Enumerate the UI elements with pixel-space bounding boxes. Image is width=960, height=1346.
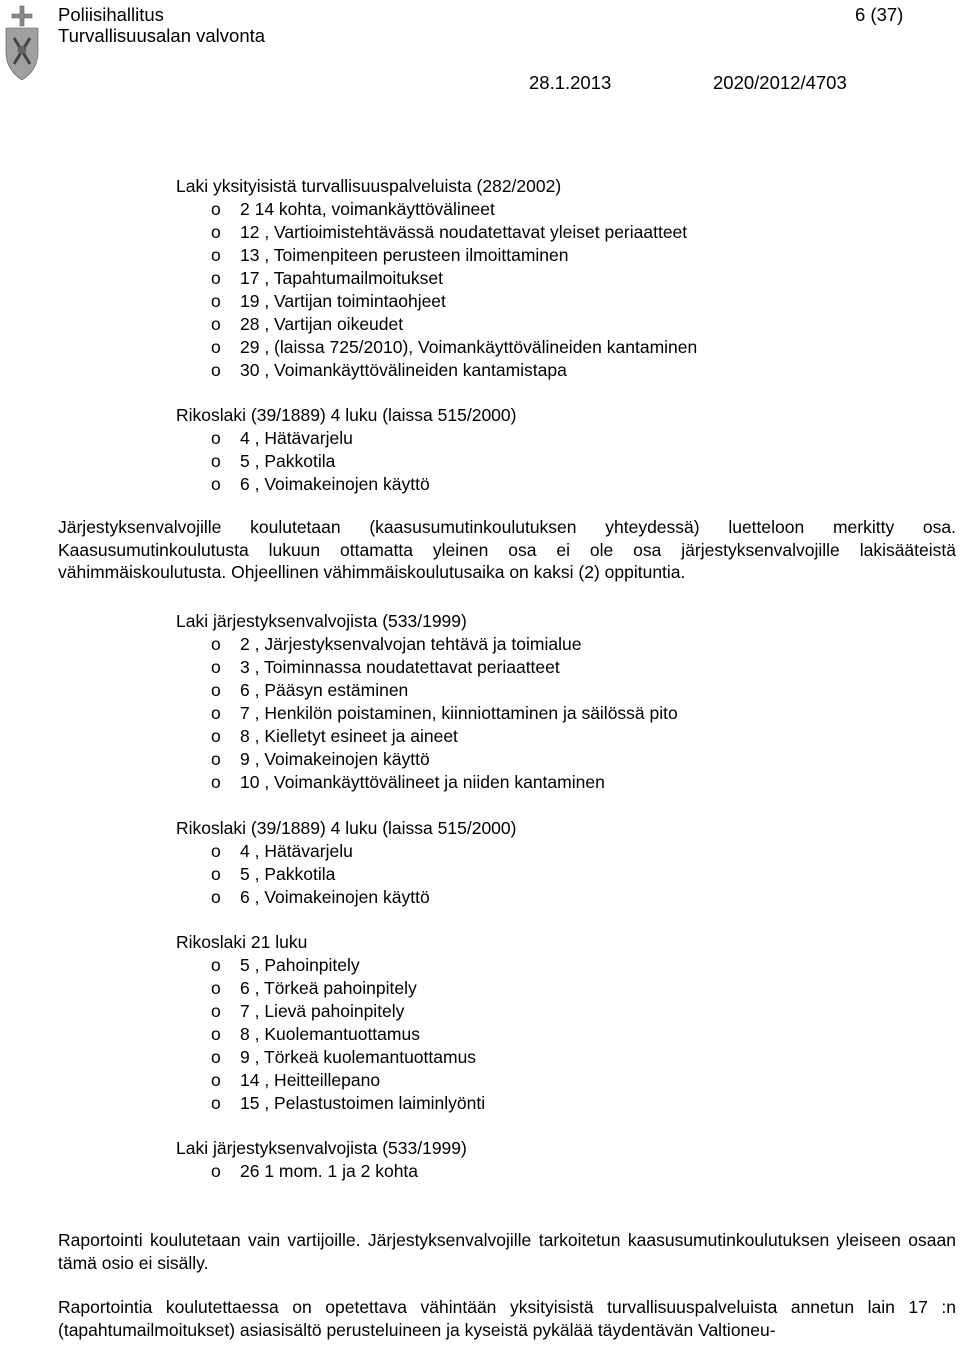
law-section bbox=[176, 817, 876, 909]
bullet-icon: o bbox=[211, 451, 221, 471]
bullet-icon: o bbox=[211, 245, 221, 265]
bullet-icon: o bbox=[211, 314, 221, 334]
list-item-text: 6 , Voimakeinojen käyttö bbox=[240, 887, 430, 907]
list-item-text: 3 , Toiminnassa noudatettavat periaatteet bbox=[240, 657, 560, 677]
list-item bbox=[176, 1000, 876, 1023]
list-item bbox=[176, 1046, 876, 1069]
list-item bbox=[176, 473, 876, 496]
list-item bbox=[176, 748, 876, 771]
list-item-text: 2 14 kohta, voimankäyttövälineet bbox=[240, 199, 495, 219]
list-item-text: 30 , Voimankäyttövälineiden kantamistapa bbox=[240, 360, 567, 380]
section-title: Laki järjestyksenvalvojista (533/1999) bbox=[176, 611, 467, 631]
list-item bbox=[176, 244, 876, 267]
list-item bbox=[176, 290, 876, 313]
header-document-number: 2020/2012/4703 bbox=[713, 72, 847, 93]
section-title: Rikoslaki (39/1889) 4 luku (laissa 515/2000) bbox=[176, 818, 517, 838]
bullet-icon: o bbox=[211, 268, 221, 288]
list-item-text: 5 , Pakkotila bbox=[240, 451, 336, 471]
body-paragraph bbox=[58, 1296, 956, 1341]
bullet-icon: o bbox=[211, 772, 221, 792]
header-page-number: 6 (37) bbox=[855, 4, 904, 25]
bullet-icon: o bbox=[211, 749, 221, 769]
list-item bbox=[176, 198, 876, 221]
list-item bbox=[176, 771, 876, 794]
list-item-text: 5 , Pakkotila bbox=[240, 864, 336, 884]
list-item bbox=[176, 977, 876, 1000]
bullet-icon: o bbox=[211, 1047, 221, 1067]
list-item bbox=[176, 221, 876, 244]
list-item-text: 9 , Voimakeinojen käyttö bbox=[240, 749, 430, 769]
section-title: Rikoslaki (39/1889) 4 luku (laissa 515/2000) bbox=[176, 405, 517, 425]
bullet-icon: o bbox=[211, 360, 221, 380]
bullet-icon: o bbox=[211, 474, 221, 494]
list-item-text: 8 , Kuolemantuottamus bbox=[240, 1024, 420, 1044]
list-item-text: 7 , Lievä pahoinpitely bbox=[240, 1001, 405, 1021]
bullet-icon: o bbox=[211, 978, 221, 998]
list-item-text: 4 , Hätävarjelu bbox=[240, 841, 353, 861]
list-item-text: 10 , Voimankäyttövälineet ja niiden kantaminen bbox=[240, 772, 605, 792]
list-item-text: 29 , (laissa 725/2010), Voimankäyttövälineiden kantaminen bbox=[240, 337, 698, 357]
bullet-icon: o bbox=[211, 1001, 221, 1021]
list-item-text: 17 , Tapahtumailmoitukset bbox=[240, 268, 443, 288]
bullet-icon: o bbox=[211, 428, 221, 448]
bullet-icon: o bbox=[211, 199, 221, 219]
law-section bbox=[176, 610, 876, 794]
police-crest-logo bbox=[2, 4, 42, 84]
list-item bbox=[176, 427, 876, 450]
bullet-icon: o bbox=[211, 841, 221, 861]
list-item bbox=[176, 863, 876, 886]
list-item bbox=[176, 1160, 876, 1183]
bullet-icon: o bbox=[211, 703, 221, 723]
paragraph-text: Järjestyksenvalvojille koulutetaan (kaasusumutinkoulutuksen yhteydessä) luetteloon merkitty osa. Kaasusumutinkoulutusta lukuun ottamatta yleinen osa ei ole osa järjestyksenvalvojille lakisääteistä vähimmäiskoulutusta. Ohjeellinen vähimmäiskoulutusaika on kaksi (2) oppituntia. bbox=[58, 517, 956, 582]
bullet-icon: o bbox=[211, 222, 221, 242]
list-item bbox=[176, 886, 876, 909]
list-item bbox=[176, 954, 876, 977]
list-item-text: 13 , Toimenpiteen perusteen ilmoittaminen bbox=[240, 245, 569, 265]
bullet-icon: o bbox=[211, 1161, 221, 1181]
list-item bbox=[176, 725, 876, 748]
paragraph-text: Raportointi koulutetaan vain vartijoille. Järjestyksenvalvojille tarkoitetun kaasusumutinkoulutuksen yleiseen osaan tämä osio ei sisälly. bbox=[58, 1230, 956, 1273]
list-item-text: 9 , Törkeä kuolemantuottamus bbox=[240, 1047, 477, 1067]
list-item bbox=[176, 633, 876, 656]
bullet-icon: o bbox=[211, 726, 221, 746]
bullet-icon: o bbox=[211, 680, 221, 700]
law-section bbox=[176, 175, 876, 382]
list-item-text: 15 , Pelastustoimen laiminlyönti bbox=[240, 1093, 486, 1113]
bullet-icon: o bbox=[211, 657, 221, 677]
header-date: 28.1.2013 bbox=[529, 72, 612, 93]
section-title: Rikoslaki 21 luku bbox=[176, 932, 308, 952]
list-item-text: 4 , Hätävarjelu bbox=[240, 428, 353, 448]
body-paragraph bbox=[58, 1229, 956, 1274]
list-item bbox=[176, 359, 876, 382]
bullet-icon: o bbox=[211, 1093, 221, 1113]
law-section bbox=[176, 404, 876, 496]
bullet-icon: o bbox=[211, 634, 221, 654]
section-title: Laki yksityisistä turvallisuuspalveluista (282/2002) bbox=[176, 176, 562, 196]
bullet-icon: o bbox=[211, 291, 221, 311]
bullet-icon: o bbox=[211, 1070, 221, 1090]
list-item bbox=[176, 267, 876, 290]
list-item bbox=[176, 840, 876, 863]
list-item-text: 19 , Vartijan toimintaohjeet bbox=[240, 291, 446, 311]
list-item-text: 26 1 mom. 1 ja 2 kohta bbox=[240, 1161, 419, 1181]
list-item-text: 2 , Järjestyksenvalvojan tehtävä ja toimialue bbox=[240, 634, 582, 654]
list-item bbox=[176, 336, 876, 359]
list-item-text: 6 , Törkeä pahoinpitely bbox=[240, 978, 417, 998]
paragraph-text: Raportointia koulutettaessa on opetettava vähintään yksityisistä turvallisuuspalveluista annetun lain 17 :n (tapahtumailmoitukset) asiasisältö perusteluineen ja kyseistä pykälää täydentävän Valtioneu- bbox=[58, 1297, 956, 1340]
list-item bbox=[176, 1092, 876, 1115]
list-item-text: 8 , Kielletyt esineet ja aineet bbox=[240, 726, 458, 746]
bullet-icon: o bbox=[211, 864, 221, 884]
list-item-text: 14 , Heitteillepano bbox=[240, 1070, 381, 1090]
header-org: Poliisihallitus bbox=[58, 4, 164, 25]
bullet-icon: o bbox=[211, 1024, 221, 1044]
list-item-text: 5 , Pahoinpitely bbox=[240, 955, 360, 975]
list-item bbox=[176, 1069, 876, 1092]
list-item bbox=[176, 656, 876, 679]
list-item bbox=[176, 1023, 876, 1046]
bullet-icon: o bbox=[211, 887, 221, 907]
law-section bbox=[176, 931, 876, 1115]
law-section bbox=[176, 1137, 876, 1183]
list-item-text: 12 , Vartioimistehtävässä noudatettavat yleiset periaatteet bbox=[240, 222, 688, 242]
bullet-icon: o bbox=[211, 955, 221, 975]
list-item-text: 6 , Pääsyn estäminen bbox=[240, 680, 409, 700]
section-title: Laki järjestyksenvalvojista (533/1999) bbox=[176, 1138, 467, 1158]
list-item-text: 28 , Vartijan oikeudet bbox=[240, 314, 404, 334]
header-unit: Turvallisuusalan valvonta bbox=[58, 25, 266, 46]
list-item bbox=[176, 702, 876, 725]
list-item bbox=[176, 679, 876, 702]
body-paragraph bbox=[58, 516, 956, 584]
list-item bbox=[176, 450, 876, 473]
bullet-icon: o bbox=[211, 337, 221, 357]
list-item-text: 6 , Voimakeinojen käyttö bbox=[240, 474, 430, 494]
list-item bbox=[176, 313, 876, 336]
list-item-text: 7 , Henkilön poistaminen, kiinniottaminen ja säilössä pito bbox=[240, 703, 678, 723]
